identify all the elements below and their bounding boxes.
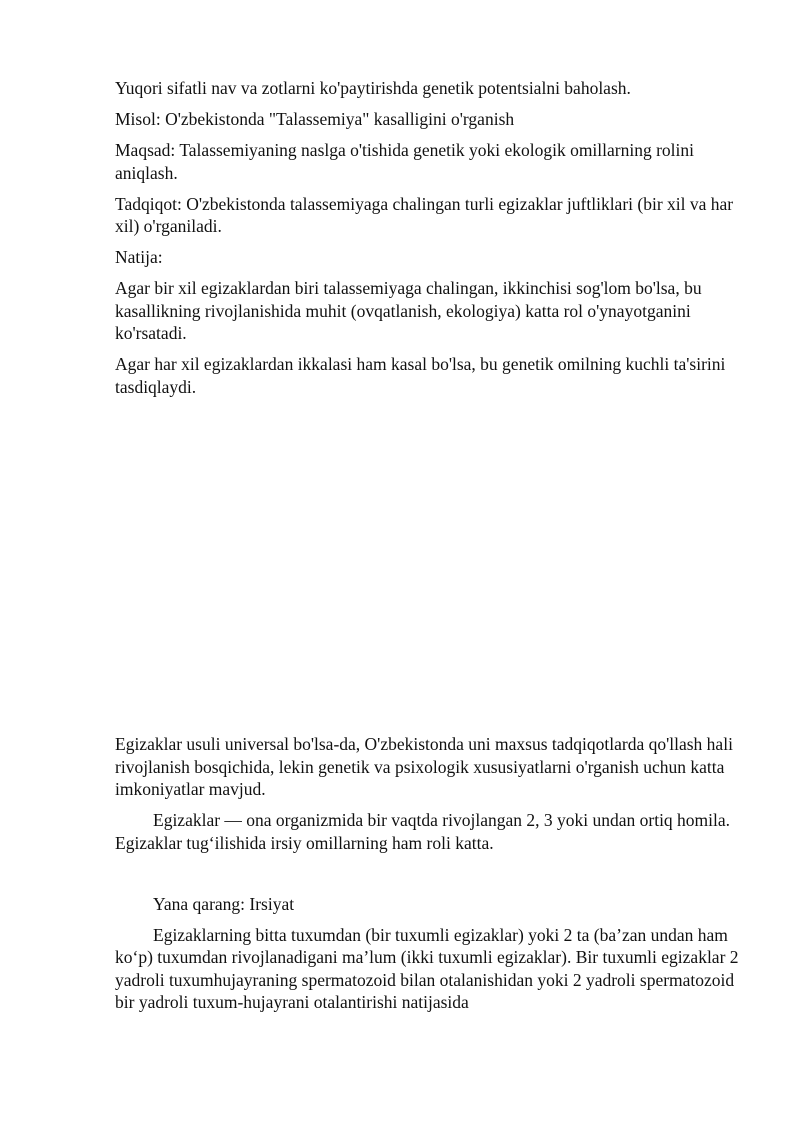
- paragraph-result-label: Natija:: [115, 247, 163, 267]
- paragraph-see-also: Yana qarang: Irsiyat: [153, 893, 295, 914]
- paragraph-research: Tadqiqot: O'zbekistonda talassemiyaga chalingan turli egizaklar juftliklari (bir xil va har xil) o'rganiladi.: [115, 193, 734, 236]
- top-text-section: [115, 77, 740, 407]
- paragraph-twin-types: Egizaklarning bitta tuxumdan (bir tuxumli egizaklar) yoki 2 ta (baʼzan undan ham koʻp) tuxumdan rivojlanadigani maʼlum (ikki tuxumli egizaklar). Bir tuxumli egizaklar 2 yadroli tuxumhujayraning spermatozoid bilan otalanishidan yoki 2 yadroli spermatozoid bir yadroli tuxum-hujayrani otalantirishi natijasida: [115, 924, 739, 1012]
- paragraph-example-heading: Misol: O'zbekistonda "Talassemiya" kasalligini o'rganish: [115, 109, 515, 129]
- paragraph-goal: Maqsad: Talassemiyaning naslga o'tishida genetik yoki ekologik omillarning rolini aniqlash.: [115, 140, 695, 183]
- paragraph-breeding-potential: Yuqori sifatli nav va zotlarni ko'paytirishda genetik potentsialni baholash.: [115, 78, 631, 98]
- paragraph-result-identical: Agar bir xil egizaklardan biri talassemiyaga chalingan, ikkinchisi sog'lom bo'lsa, bu kasallikning rivojlanishida muhit (ovqatlanish, ekologiya) katta rol o'ynayotganini ko'rsatadi.: [115, 278, 702, 343]
- paragraph-twin-method-summary: Egizaklar usuli universal bo'lsa-da, O'zbekistonda uni maxsus tadqiqotlarda qo'llash hali rivojlanish bosqichida, lekin genetik va psixologik xususiyatlarni o'rganish uchun katta imkoniyatlar mavjud.: [115, 734, 733, 799]
- bottom-text-section: [115, 733, 740, 1022]
- paragraph-spacer: [115, 863, 740, 893]
- paragraph-twins-definition: Egizaklar — ona organizmida bir vaqtda rivojlangan 2, 3 yoki undan ortiq homila. Egizaklar tug‘ilishida irsiy omillarning ham roli katta.: [115, 810, 731, 853]
- paragraph-result-fraternal: Agar har xil egizaklardan ikkalasi ham kasal bo'lsa, bu genetik omilning kuchli ta'sirini tasdiqlaydi.: [115, 354, 726, 397]
